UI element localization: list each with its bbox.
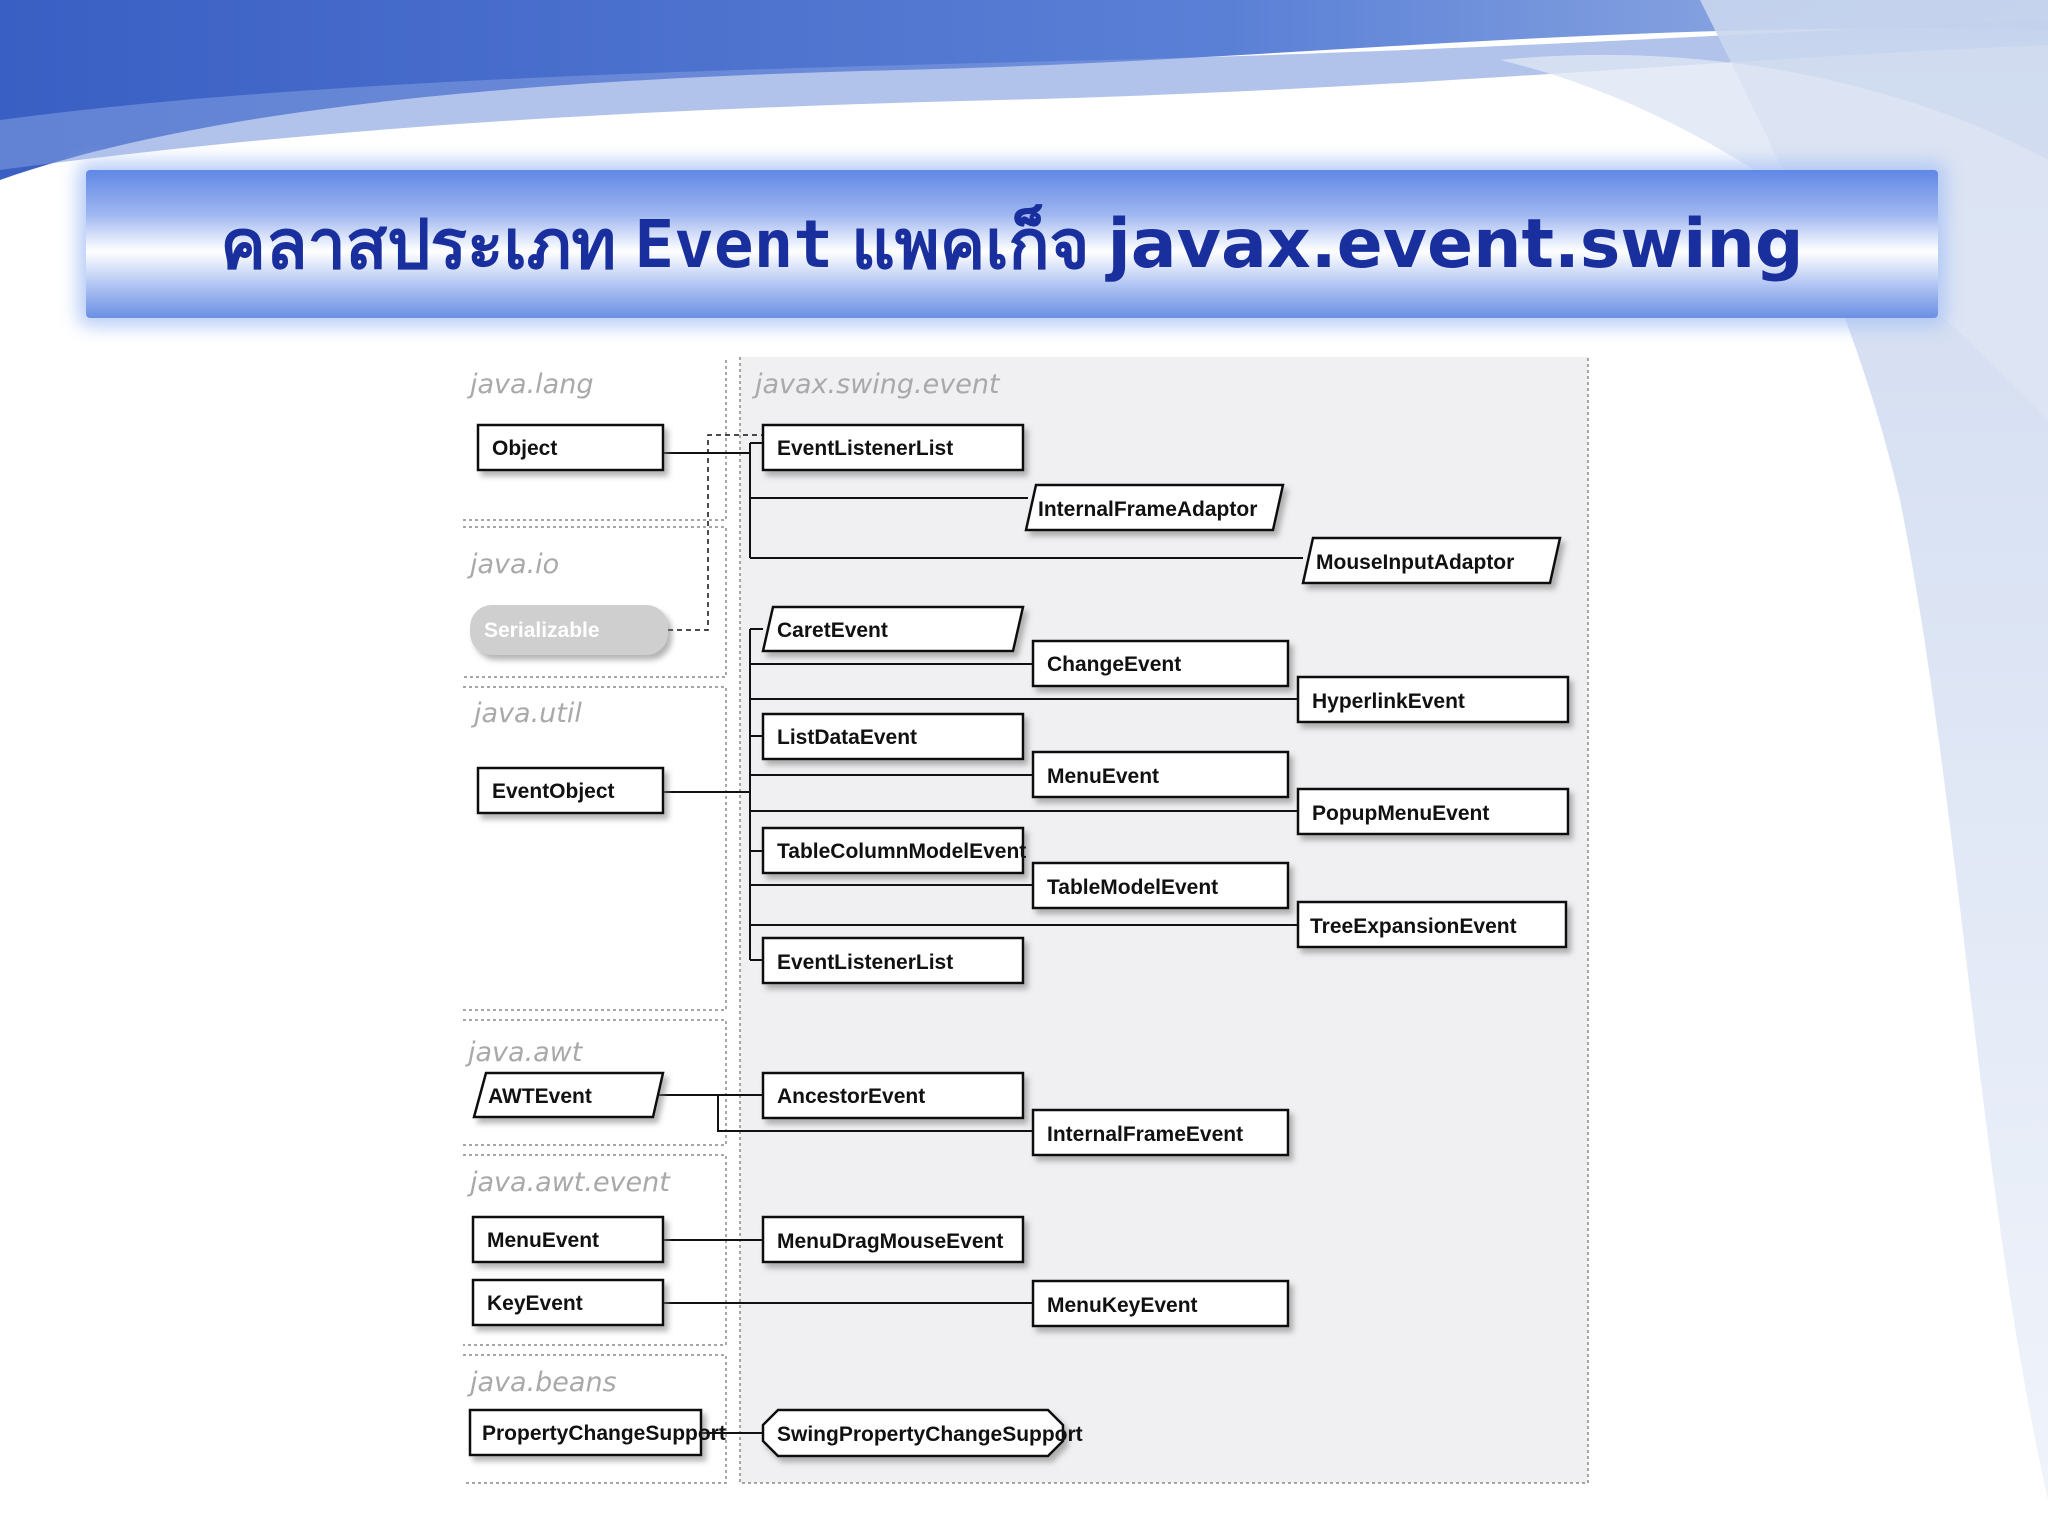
pkg-label-java-util: java.util bbox=[474, 698, 582, 729]
svg-text:Object: Object bbox=[492, 437, 558, 460]
class-tablemodelevent bbox=[1033, 863, 1288, 908]
pkg-label-java-beans: java.beans bbox=[470, 1367, 617, 1398]
pkg-label-javax-swing-event: javax.swing.event bbox=[755, 369, 1000, 400]
svg-text:EventListenerList: EventListenerList bbox=[777, 437, 954, 460]
java-util-panel bbox=[463, 687, 726, 1010]
class-menudragmouseevent bbox=[763, 1217, 1023, 1262]
class-awtevent bbox=[474, 1073, 663, 1117]
class-ancestorevent bbox=[763, 1073, 1023, 1118]
class-tablecolumnmodelevent bbox=[763, 828, 1026, 873]
svg-text:InternalFrameEvent: InternalFrameEvent bbox=[1047, 1123, 1244, 1146]
class-mouseinputadaptor bbox=[1303, 538, 1560, 583]
class-menukeyevent bbox=[1033, 1281, 1288, 1326]
class-treeexpansionevent bbox=[1298, 902, 1566, 947]
title-thai-class-type: คลาสประเภท bbox=[220, 206, 617, 285]
class-hyperlinkevent bbox=[1298, 677, 1568, 722]
svg-text:AWTEvent: AWTEvent bbox=[488, 1085, 592, 1108]
svg-text:Serializable: Serializable bbox=[484, 619, 600, 642]
svg-text:EventListenerList: EventListenerList bbox=[777, 951, 954, 974]
class-changeevent bbox=[1033, 641, 1288, 686]
class-caretevent bbox=[763, 607, 1023, 651]
class-swingpropertychangesupport bbox=[763, 1410, 1083, 1456]
class-eventlistenerlist-1 bbox=[763, 425, 1023, 470]
svg-text:PopupMenuEvent: PopupMenuEvent bbox=[1312, 802, 1490, 825]
svg-text:MenuEvent: MenuEvent bbox=[487, 1229, 600, 1252]
svg-text:TableColumnModelEvent: TableColumnModelEvent bbox=[777, 840, 1027, 863]
class-propertychangesupport bbox=[470, 1410, 726, 1455]
class-internalframeevent bbox=[1033, 1110, 1288, 1155]
class-internalframeadaptor bbox=[1026, 485, 1283, 530]
svg-text:TableModelEvent: TableModelEvent bbox=[1047, 876, 1219, 899]
class-menuevent bbox=[1033, 752, 1288, 797]
svg-text:PropertyChangeSupport: PropertyChangeSupport bbox=[482, 1422, 726, 1445]
class-object bbox=[478, 425, 663, 470]
title-event-word: Event bbox=[634, 205, 834, 283]
svg-text:HyperlinkEvent: HyperlinkEvent bbox=[1312, 690, 1465, 713]
svg-text:TreeExpansionEvent: TreeExpansionEvent bbox=[1310, 915, 1517, 938]
pkg-label-java-awt-event: java.awt.event bbox=[470, 1167, 670, 1198]
class-eventobject bbox=[478, 768, 663, 813]
svg-text:MenuEvent: MenuEvent bbox=[1047, 765, 1160, 788]
svg-text:InternalFrameAdaptor: InternalFrameAdaptor bbox=[1038, 498, 1258, 521]
class-awt-menuevent bbox=[473, 1217, 663, 1262]
svg-text:ListDataEvent: ListDataEvent bbox=[777, 726, 918, 749]
svg-text:KeyEvent: KeyEvent bbox=[487, 1292, 583, 1315]
class-popupmenuevent bbox=[1298, 789, 1568, 834]
title-banner bbox=[86, 170, 1938, 318]
pkg-label-java-io: java.io bbox=[470, 549, 560, 580]
svg-text:MouseInputAdaptor: MouseInputAdaptor bbox=[1316, 551, 1515, 574]
class-eventlistenerlist-2 bbox=[763, 938, 1023, 983]
pkg-label-java-lang: java.lang bbox=[470, 369, 594, 400]
class-hierarchy-diagram bbox=[458, 355, 1593, 1485]
class-serializable bbox=[470, 605, 668, 655]
svg-text:EventObject: EventObject bbox=[492, 780, 615, 803]
pkg-label-java-awt: java.awt bbox=[468, 1037, 583, 1068]
title-thai-package: แพคเก็จ bbox=[851, 206, 1090, 285]
svg-text:CaretEvent: CaretEvent bbox=[777, 619, 888, 642]
svg-text:SwingPropertyChangeSupport: SwingPropertyChangeSupport bbox=[777, 1423, 1083, 1446]
class-keyevent bbox=[473, 1280, 663, 1325]
svg-text:ChangeEvent: ChangeEvent bbox=[1047, 653, 1182, 676]
svg-text:MenuKeyEvent: MenuKeyEvent bbox=[1047, 1294, 1198, 1317]
class-listdataevent bbox=[763, 714, 1023, 759]
title-package-name: javax.event.swing bbox=[1107, 204, 1804, 284]
svg-text:MenuDragMouseEvent: MenuDragMouseEvent bbox=[777, 1230, 1004, 1253]
slide-title bbox=[86, 170, 1938, 318]
svg-text:AncestorEvent: AncestorEvent bbox=[777, 1085, 926, 1108]
